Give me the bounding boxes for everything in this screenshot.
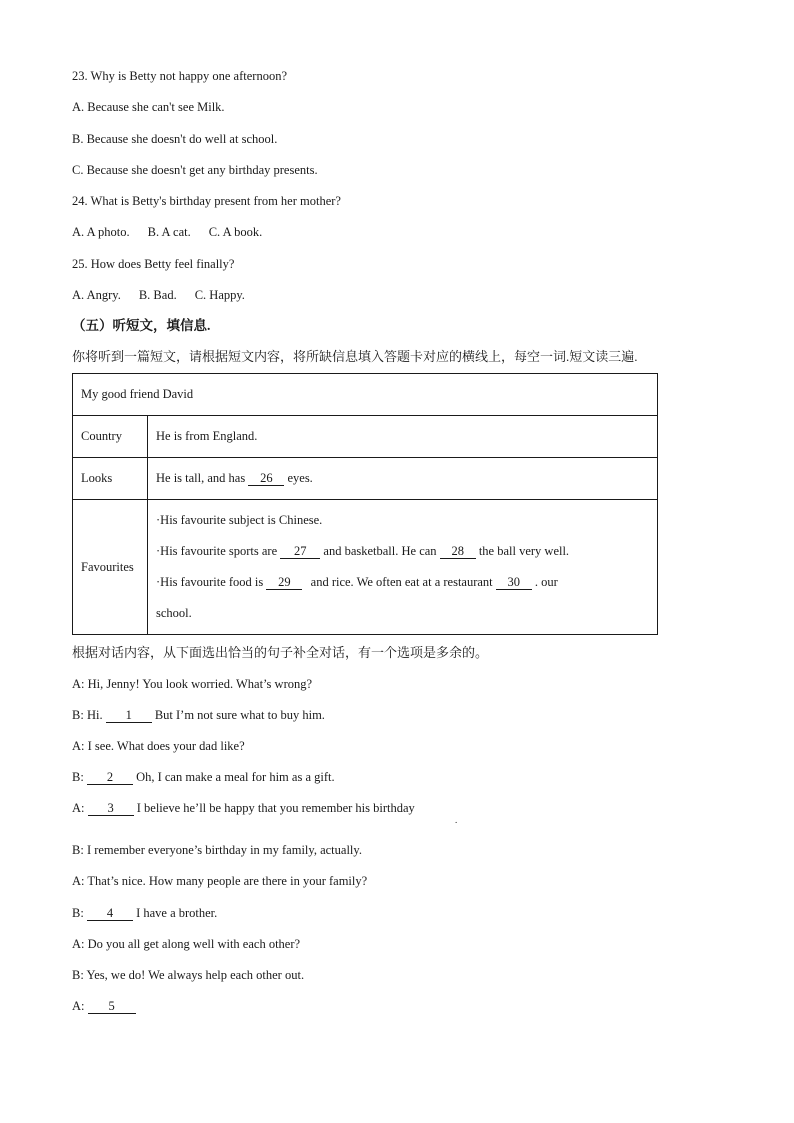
favourites-label: Favourites <box>73 500 148 635</box>
question-24-option-b: B. A cat. <box>147 225 191 239</box>
dialogue-line <box>72 905 217 921</box>
section-instruction: 你将听到一篇短文，请根据短文内容，将所缺信息填入答题卡对应的横线上，每空一词.短文读三遍. <box>72 349 638 364</box>
dialogue-line <box>72 967 304 983</box>
dialogue-speaker: B: <box>72 843 84 857</box>
dialogue-speaker: A: <box>72 874 85 888</box>
fav-line-2 <box>156 536 649 567</box>
dialogue-instruction: 根据对话内容，从下面选出恰当的句子补全对话，有一个选项是多余的。 <box>72 645 489 660</box>
blank-5[interactable]: 5 <box>88 1000 136 1014</box>
dialogue-line <box>72 873 367 889</box>
question-25-option-a: A. Angry. <box>72 288 121 302</box>
stray-dot: . <box>455 815 458 825</box>
dialogue-line <box>72 769 335 785</box>
dialogue-speaker: B: <box>72 968 84 982</box>
blank-26[interactable]: 26 <box>248 472 284 486</box>
fav-line-2-c: the ball very well. <box>478 544 570 558</box>
dialogue-speaker: B: <box>72 770 84 784</box>
looks-cell <box>148 458 658 500</box>
blank-4[interactable]: 4 <box>87 907 133 921</box>
dialogue-text: That’s nice. How many people are there in your family? <box>87 874 368 888</box>
question-24-stem: 24. What is Betty's birthday present from her mother? <box>72 194 341 208</box>
question-25-stem: 25. How does Betty feel finally? <box>72 257 235 271</box>
dialogue-text: Do you all get along well with each other? <box>87 937 301 951</box>
dialogue-line <box>72 998 136 1014</box>
question-23-option-c: C. Because she doesn't get any birthday presents. <box>72 163 318 177</box>
dialogue-line <box>72 842 362 858</box>
dialogue-speaker: B: <box>72 708 84 722</box>
fav-line-2-b: and basketball. He can <box>323 544 437 558</box>
question-23-stem: 23. Why is Betty not happy one afternoon? <box>72 69 288 83</box>
info-table <box>72 373 658 635</box>
dialogue-text: I remember everyone’s birthday in my family, actually. <box>86 843 362 857</box>
blank-27[interactable]: 27 <box>280 545 320 559</box>
fav-line-3-c: . our <box>534 575 558 589</box>
looks-text-pre: He is tall, and has <box>156 471 246 485</box>
blank-1[interactable]: 1 <box>106 709 152 723</box>
dialogue-speaker: B: <box>72 906 84 920</box>
dialogue-text: I have a brother. <box>136 906 218 920</box>
table-row <box>73 458 658 500</box>
blank-30[interactable]: 30 <box>496 576 532 590</box>
question-25-option-b: B. Bad. <box>138 288 177 302</box>
question-25-options <box>72 287 245 303</box>
country-text: He is from England. <box>148 416 658 458</box>
dialogue-speaker: A: <box>72 937 85 951</box>
fav-line-3 <box>156 567 649 598</box>
dialogue-line <box>72 676 312 692</box>
section-heading: （五）听短文，填信息. <box>72 318 211 333</box>
dialogue-speaker: A: <box>72 801 85 815</box>
fav-line-3-b: and rice. We often eat at a restaurant <box>310 575 493 589</box>
dialogue-line <box>72 738 245 754</box>
question-24-option-a: A. A photo. <box>72 225 130 239</box>
question-24-option-c: C. A book. <box>208 225 263 239</box>
dialogue-text: But I’m not sure what to buy him. <box>154 708 325 722</box>
question-24-options <box>72 224 262 240</box>
blank-29[interactable]: 29 <box>266 576 302 590</box>
favourites-cell <box>148 500 658 635</box>
dialogue-speaker: A: <box>72 999 85 1013</box>
dialogue-speaker: A: <box>72 739 85 753</box>
dialogue-text: Hi. <box>86 708 103 722</box>
question-23-option-a: A. Because she can't see Milk. <box>72 100 225 114</box>
dialogue-text: Hi, Jenny! You look worried. What’s wrong? <box>87 677 313 691</box>
country-label: Country <box>73 416 148 458</box>
question-23-option-b: B. Because she doesn't do well at school. <box>72 132 278 146</box>
dialogue-text: Yes, we do! We always help each other out. <box>86 968 305 982</box>
table-row <box>73 374 658 416</box>
dialogue-line <box>72 707 325 723</box>
dialogue-text: I believe he’ll be happy that you remember his birthday <box>136 801 415 815</box>
dialogue-text: I see. What does your dad like? <box>87 739 245 753</box>
looks-text-post: eyes. <box>287 471 313 485</box>
dialogue-text: Oh, I can make a meal for him as a gift. <box>136 770 335 784</box>
table-row <box>73 500 658 635</box>
table-row <box>73 416 658 458</box>
fav-line-1: ·His favourite subject is Chinese. <box>156 513 323 527</box>
dialogue-line <box>72 936 300 952</box>
question-25-option-c: C. Happy. <box>194 288 245 302</box>
looks-label: Looks <box>73 458 148 500</box>
blank-3[interactable]: 3 <box>88 802 134 816</box>
dialogue-line <box>72 800 415 816</box>
fav-line-4: school. <box>156 606 192 620</box>
blank-2[interactable]: 2 <box>87 771 133 785</box>
fav-line-2-a: ·His favourite sports are <box>156 544 278 558</box>
blank-28[interactable]: 28 <box>440 545 476 559</box>
fav-line-3-a: ·His favourite food is <box>156 575 264 589</box>
table-title: My good friend David <box>73 374 658 416</box>
dialogue-speaker: A: <box>72 677 85 691</box>
